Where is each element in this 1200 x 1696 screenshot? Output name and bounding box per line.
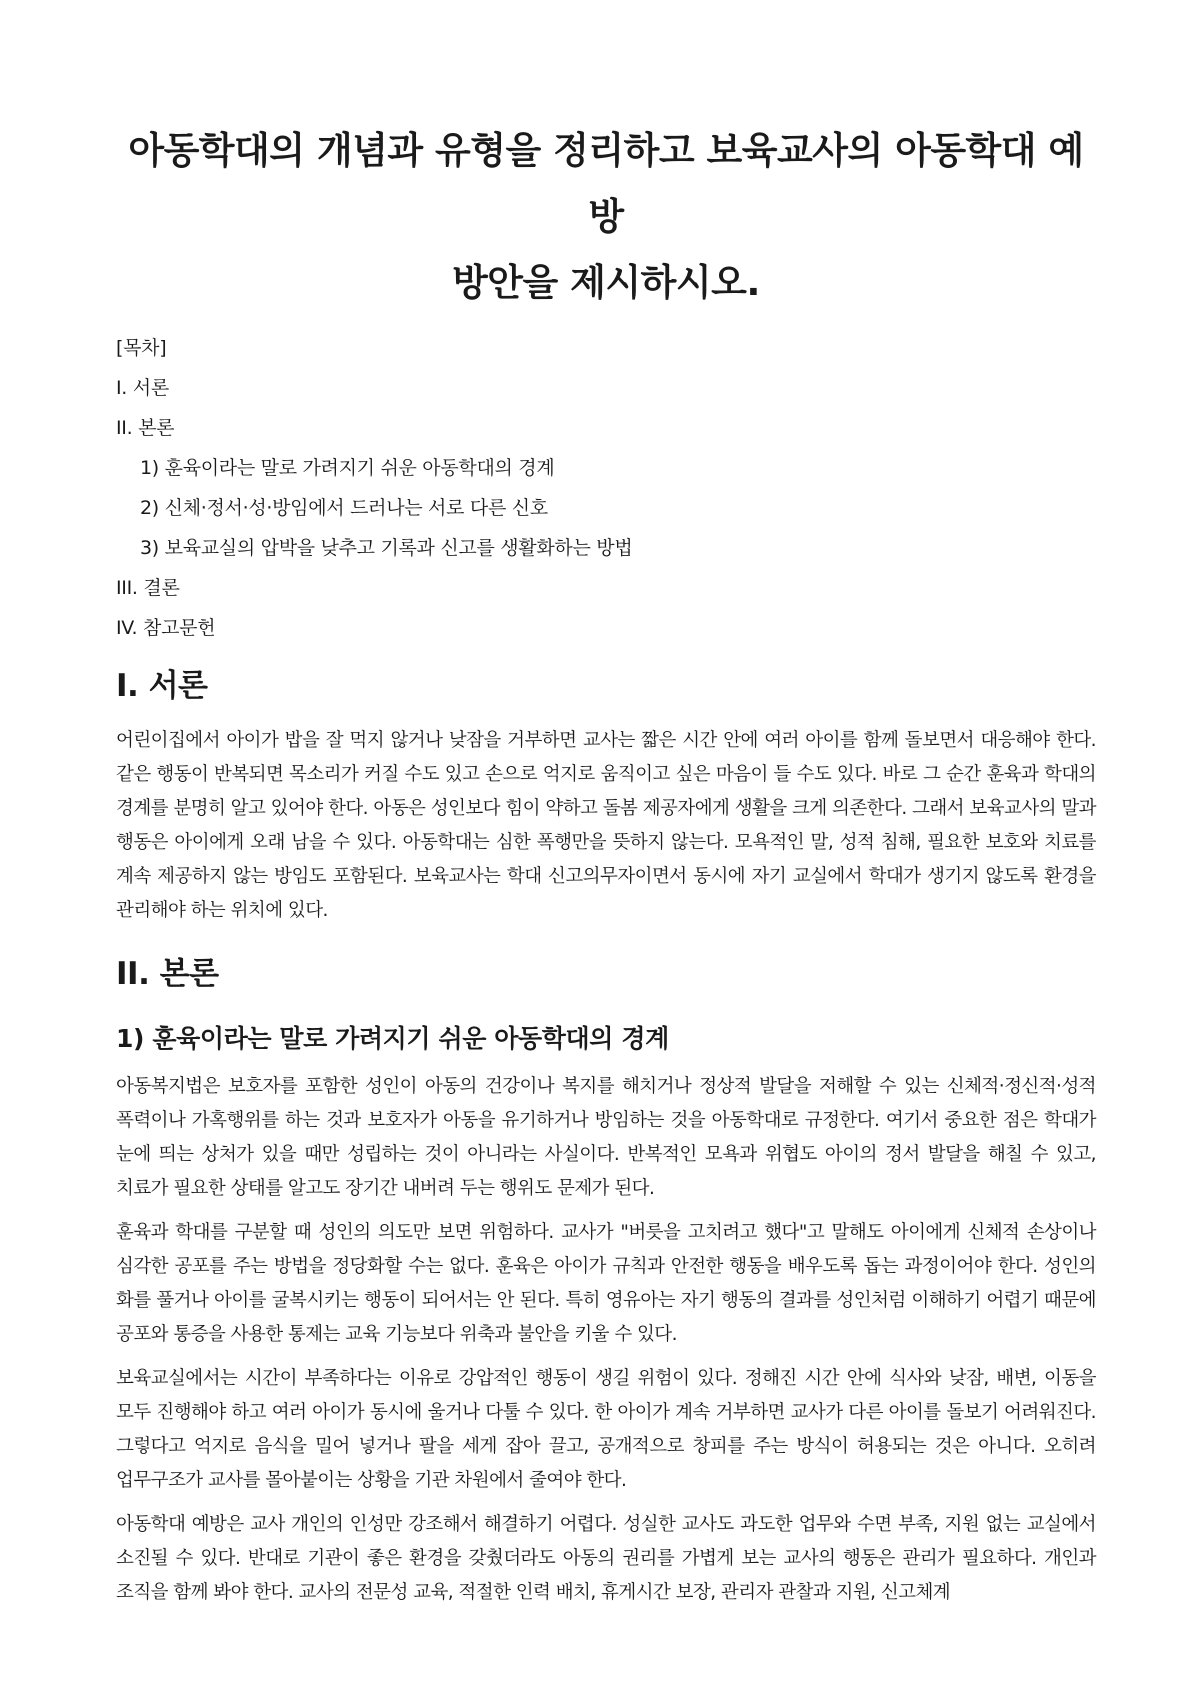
subsection-1-paragraph-1: 아동복지법은 보호자를 포함한 성인이 아동의 건강이나 복지를 해치거나 정상적 발달을 저해할 수 있는 신체적·정신적·성적 폭력이나 가혹행위를 하는 것과 보호자가 아동을 유기하거나 방임하는 것을 아동학대로 규정한다. 여기서 중요한 점은 학대가 눈에 띄는 상처가 있을 때만 성립하는 것이 아니라는 사실이다. 반복적인 모욕과 위협도 아이의 정서 발달을 해칠 수 있고, 치료가 필요한 상태를 알고도 장기간 내버려 두는 행위도 문제가 된다. — [116, 1076, 1096, 1199]
document-title — [116, 118, 1096, 316]
document-title-line-1: 아동학대의 개념과 유형을 정리하고 보육교사의 아동학대 예방 — [128, 129, 1084, 238]
toc-heading: [목차] — [116, 337, 167, 359]
intro-section — [116, 666, 1096, 928]
toc-item-references: IV. 참고문헌 — [116, 617, 216, 639]
toc-item-body-1: 1) 훈육이라는 말로 가려지기 쉬운 아동학대의 경계 — [140, 457, 555, 479]
intro-paragraph: 어린이집에서 아이가 밥을 잘 먹지 않거나 낮잠을 거부하면 교사는 짧은 시간 안에 여러 아이를 함께 돌보면서 대응해야 한다. 같은 행동이 반복되면 목소리가 커질 수도 있고 손으로 억지로 움직이고 싶은 마음이 들 수도 있다. 바로 그 순간 훈육과 학대의 경계를 분명히 알고 있어야 한다. 아동은 성인보다 힘이 약하고 돌봄 제공자에게 생활을 크게 의존한다. 그래서 보육교사의 말과 행동은 아이에게 오래 남을 수 있다. 아동학대는 심한 폭행만을 뜻하지 않는다. 모욕적인 말, 성적 침해, 필요한 보호와 치료를 계속 제공하지 않는 방임도 포함된다. 보육교사는 학대 신고의무자이면서 동시에 자기 교실에서 학대가 생기지 않도록 환경을 관리해야 하는 위치에 있다. — [116, 730, 1096, 921]
toc-item-intro: I. 서론 — [116, 377, 169, 399]
body-section — [116, 954, 1096, 1610]
subsection-1-paragraph-4: 아동학대 예방은 교사 개인의 인성만 강조해서 해결하기 어렵다. 성실한 교사도 과도한 업무와 수면 부족, 지원 없는 교실에서 소진될 수 있다. 반대로 기관이 좋은 환경을 갖췄더라도 아동의 권리를 가볍게 보는 교사의 행동은 관리가 필요하다. 개인과 조직을 함께 봐야 한다. 교사의 전문성 교육, 적절한 인력 배치, 휴게시간 보장, 관리자 관찰과 지원, 신고체계 — [116, 1514, 1096, 1603]
subsection-1-heading: 1) 훈육이라는 말로 가려지기 쉬운 아동학대의 경계 — [116, 1024, 669, 1053]
body-heading: II. 본론 — [116, 956, 219, 992]
table-of-contents — [116, 336, 1096, 640]
toc-item-body-2: 2) 신체·정서·성·방임에서 드러나는 서로 다른 신호 — [140, 497, 548, 519]
intro-heading: I. 서론 — [116, 668, 208, 704]
toc-item-body: II. 본론 — [116, 417, 175, 439]
subsection-1-paragraph-3: 보육교실에서는 시간이 부족하다는 이유로 강압적인 행동이 생길 위험이 있다. 정해진 시간 안에 식사와 낮잠, 배변, 이동을 모두 진행해야 하고 여러 아이가 동시에 울거나 다툴 수 있다. 한 아이가 계속 거부하면 교사가 다른 아이를 돌보기 어려워진다. 그렇다고 억지로 음식을 밀어 넣거나 팔을 세게 잡아 끌고, 공개적으로 창피를 주는 방식이 허용되는 것은 아니다. 오히려 업무구조가 교사를 몰아붙이는 상황을 기관 차원에서 줄여야 한다. — [116, 1368, 1096, 1491]
toc-item-conclusion: III. 결론 — [116, 577, 180, 599]
document-title-line-2: 방안을 제시하시오. — [452, 261, 760, 304]
subsection-1-paragraph-2: 훈육과 학대를 구분할 때 성인의 의도만 보면 위험하다. 교사가 "버릇을 고치려고 했다"고 말해도 아이에게 신체적 손상이나 심각한 공포를 주는 방법을 정당화할 수는 없다. 훈육은 아이가 규칙과 안전한 행동을 배우도록 돕는 과정이어야 한다. 성인의 화를 풀거나 아이를 굴복시키는 행동이 되어서는 안 된다. 특히 영유아는 자기 행동의 결과를 성인처럼 이해하기 어렵기 때문에 공포와 통증을 사용한 통제는 교육 기능보다 위축과 불안을 키울 수 있다. — [116, 1222, 1096, 1345]
toc-item-body-3: 3) 보육교실의 압박을 낮추고 기록과 신고를 생활화하는 방법 — [140, 537, 633, 559]
